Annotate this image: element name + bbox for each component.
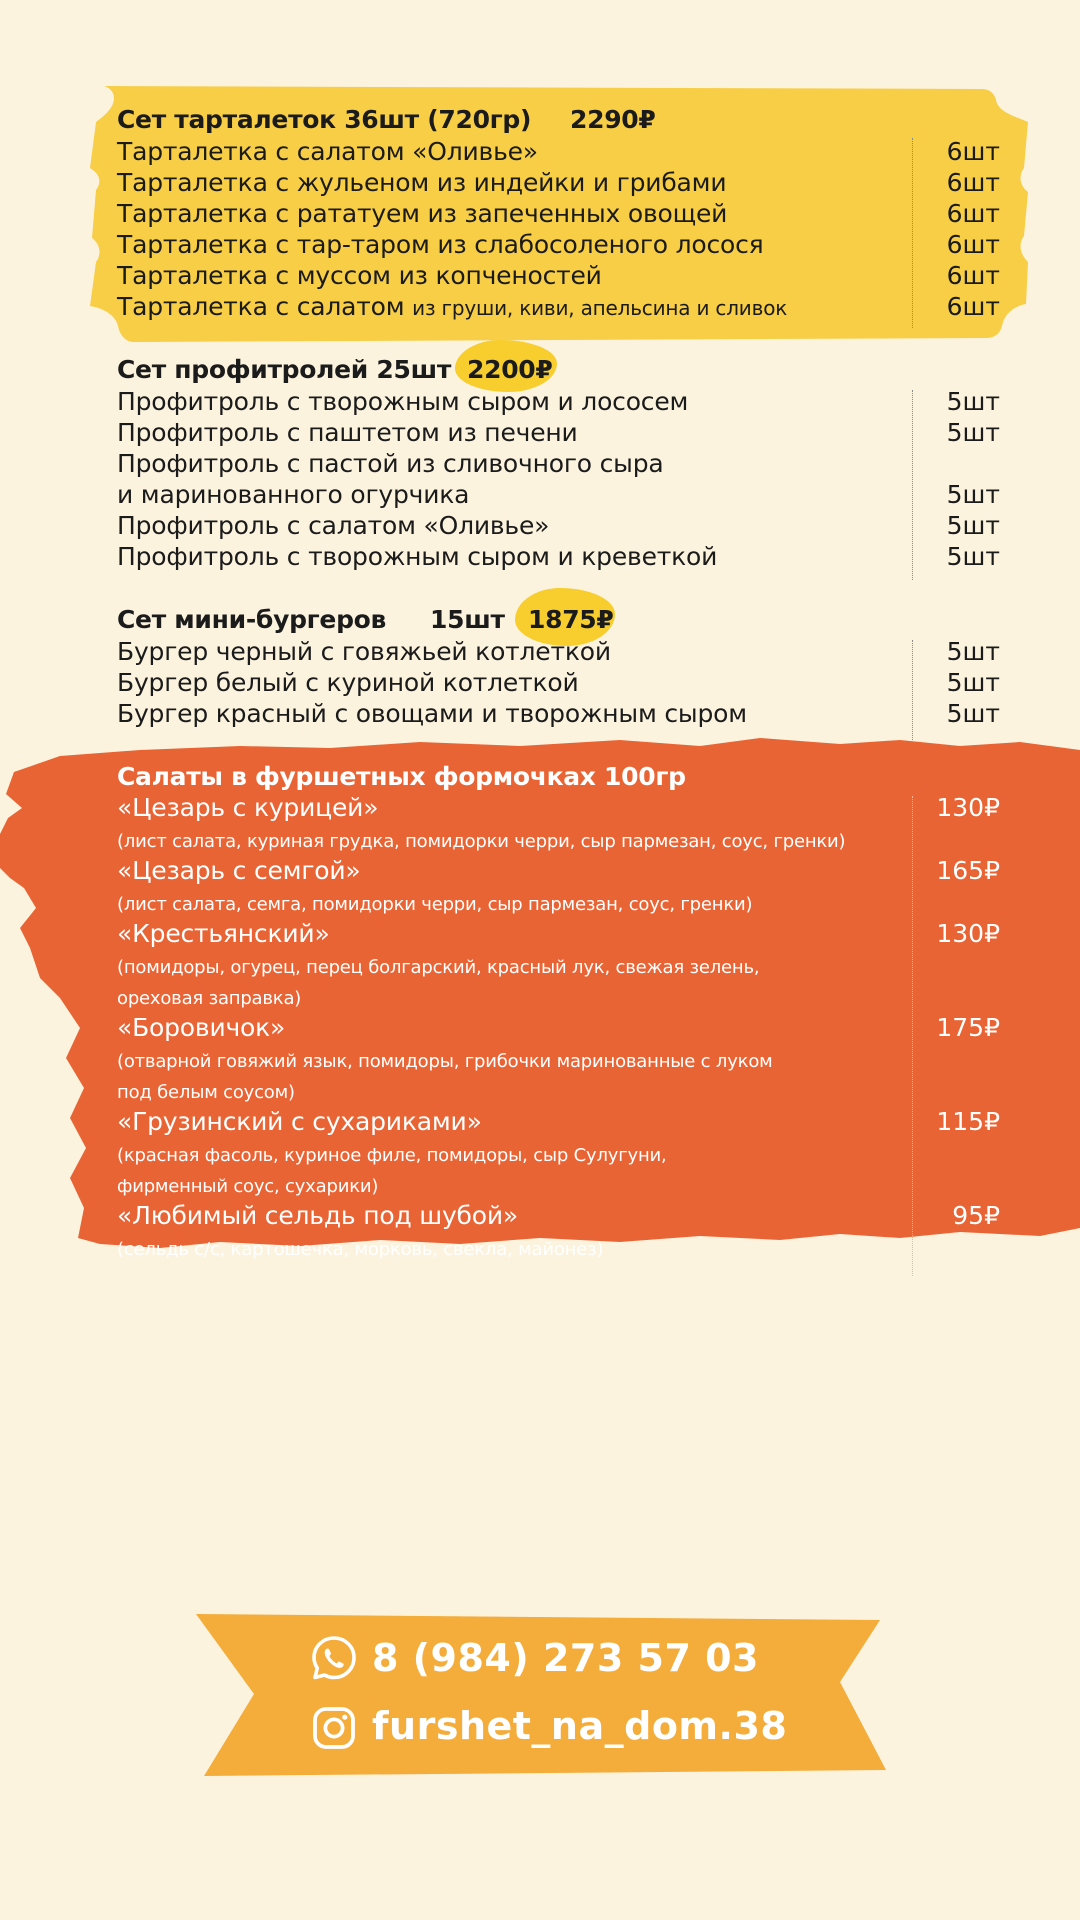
tartlets-divider: [912, 138, 913, 328]
tartlet-item-qty: 6шт: [946, 199, 1000, 228]
profiteroles-set-price: 2200₽: [467, 355, 553, 384]
profiterole-item-name: Профитроль с паштетом из печени: [117, 418, 578, 447]
profiterole-item-qty: 5шт: [946, 511, 1000, 540]
phone-number[interactable]: 8 (984) 273 57 03: [372, 1636, 759, 1680]
salad-item-price: 175₽: [936, 1013, 1000, 1042]
salad-item-description: под белым соусом): [117, 1082, 295, 1103]
salad-item-description: (отварной говяжий язык, помидоры, грибочки маринованные с луком: [117, 1051, 773, 1072]
profiterole-item-qty: 5шт: [946, 542, 1000, 571]
burgers-divider: [912, 640, 913, 740]
burger-item-name: Бургер красный с овощами и творожным сыром: [117, 699, 747, 728]
salad-item-price: 130₽: [936, 919, 1000, 948]
salad-item-name: «Боровичок»: [117, 1013, 286, 1042]
salad-item-name: «Грузинский с сухариками»: [117, 1107, 482, 1136]
salad-item-name: «Любимый сельдь под шубой»: [117, 1201, 519, 1230]
salad-item-name: «Цезарь с семгой»: [117, 856, 361, 885]
tartlet-item-qty: 6шт: [946, 230, 1000, 259]
profiterole-item-name: Профитроль с пастой из сливочного сыра: [117, 449, 664, 478]
salad-item-price: 165₽: [936, 856, 1000, 885]
tartlet-item-name: Тарталетка с салатом «Оливье»: [117, 137, 538, 166]
profiterole-item-qty: 5шт: [946, 387, 1000, 416]
profiterole-item-name: и маринованного огурчика: [117, 480, 470, 509]
salad-item-description: (лист салата, семга, помидорки черри, сыр пармезан, соус, гренки): [117, 894, 753, 915]
salad-item-description: (сельдь с/с, картошечка, морковь, свекла, майонез): [117, 1239, 604, 1260]
instagram-icon[interactable]: [310, 1704, 358, 1752]
salad-item-name: «Цезарь с курицей»: [117, 793, 379, 822]
salads-section-title: Салаты в фуршетных формочках 100гр: [117, 762, 686, 791]
salad-item-description: (лист салата, куриная грудка, помидорки черри, сыр пармезан, соус, гренки): [117, 831, 846, 852]
salads-divider: [912, 796, 913, 1276]
burger-item-name: Бургер белый с куриной котлеткой: [117, 668, 579, 697]
tartlet-item-note: из груши, киви, апельсина и сливок: [412, 296, 788, 320]
profiterole-item-qty: 5шт: [946, 480, 1000, 509]
burgers-set-price: 1875₽: [528, 605, 614, 634]
profiterole-item-name: Профитроль с творожным сыром и креветкой: [117, 542, 718, 571]
profiterole-item-name: Профитроль с салатом «Оливье»: [117, 511, 550, 540]
tartlet-item-name: Тарталетка с рататуем из запеченных овощей: [117, 199, 728, 228]
burgers-set-count: 15шт: [430, 605, 505, 634]
burgers-section-title: Сет мини-бургеров: [117, 605, 387, 634]
tartlet-item-qty: 6шт: [946, 261, 1000, 290]
salad-item-name: «Крестьянский»: [117, 919, 330, 948]
tartlet-item-qty: 6шт: [946, 292, 1000, 321]
tartlet-item-main: Тарталетка с салатом: [117, 292, 413, 321]
tartlet-item-name: Тарталетка с жульеном из индейки и грибами: [117, 168, 727, 197]
salad-item-price: 130₽: [936, 793, 1000, 822]
tartlet-item-qty: 6шт: [946, 137, 1000, 166]
salad-item-description: (красная фасоль, куриное филе, помидоры, сыр Сулугуни,: [117, 1145, 667, 1166]
tartlet-item-name: Тарталетка с тар-таром из слабосоленого лосося: [117, 230, 764, 259]
burger-item-qty: 5шт: [946, 699, 1000, 728]
profiterole-item-qty: 5шт: [946, 418, 1000, 447]
salad-item-description: ореховая заправка): [117, 988, 302, 1009]
salad-item-price: 115₽: [936, 1107, 1000, 1136]
instagram-handle[interactable]: furshet_na_dom.38: [372, 1704, 788, 1748]
burger-item-qty: 5шт: [946, 637, 1000, 666]
tartlet-item-name: [117, 291, 787, 324]
profiteroles-section-title: Сет профитролей 25шт: [117, 355, 452, 384]
salad-item-price: 95₽: [952, 1201, 1000, 1230]
whatsapp-icon[interactable]: [310, 1634, 358, 1682]
profiteroles-divider: [912, 390, 913, 580]
salad-item-description: фирменный соус, сухарики): [117, 1176, 379, 1197]
salad-item-description: (помидоры, огурец, перец болгарский, красный лук, свежая зелень,: [117, 957, 760, 978]
burger-item-name: Бургер черный с говяжьей котлеткой: [117, 637, 611, 666]
burger-item-qty: 5шт: [946, 668, 1000, 697]
tartlets-section-title: Сет тарталеток 36шт (720гр): [117, 105, 532, 134]
tartlets-set-price: 2290₽: [570, 105, 656, 134]
tartlet-item-name: Тарталетка с муссом из копченостей: [117, 261, 602, 290]
tartlet-item-qty: 6шт: [946, 168, 1000, 197]
profiterole-item-name: Профитроль с творожным сыром и лососем: [117, 387, 689, 416]
